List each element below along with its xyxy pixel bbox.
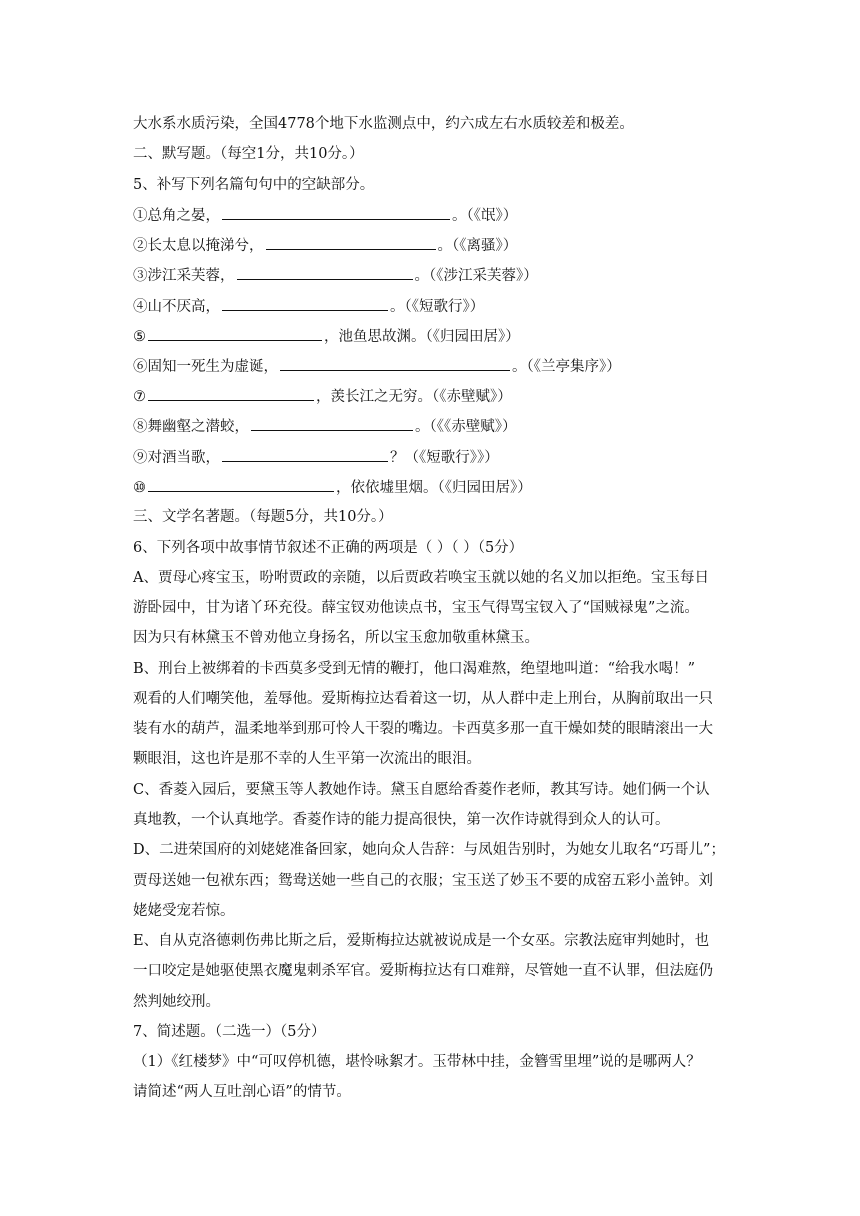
answer-blank[interactable]: [222, 205, 450, 220]
item-suffix: 。（《离骚》）: [437, 238, 518, 254]
item-prefix: ⑧舞幽壑之潜蛟，: [133, 419, 249, 435]
fill-blank-item: [133, 447, 820, 468]
item-prefix: ⑦: [133, 389, 146, 405]
section-heading: 二、默写题。（每空1分，共10分。）: [133, 146, 364, 162]
fill-blank-item: [133, 205, 820, 226]
fill-blank-item: [133, 235, 820, 256]
answer-blank[interactable]: [148, 326, 322, 341]
option-line: B、刑台上被绑着的卡西莫多受到无情的鞭打，他口渴难熬，绝望地叫道：“给我水喝！”: [133, 661, 695, 677]
answer-blank[interactable]: [280, 356, 510, 371]
item-suffix: 。（《短歌行》）: [390, 299, 485, 315]
answer-blank[interactable]: [222, 447, 388, 462]
fill-blank-item: [133, 356, 820, 377]
item-prefix: ①总角之晏，: [133, 208, 220, 224]
option-line: 装有水的葫芦，温柔地举到那可怜人干裂的嘴边。卡西莫多那一直干燥如焚的眼睛滚出一大: [133, 721, 713, 737]
option-line: 真地教，一个认真地学。香菱作诗的能力提高很快，第一次作诗就得到众人的认可。: [133, 812, 670, 828]
answer-blank[interactable]: [222, 296, 388, 311]
item-prefix: ⑨对酒当歌，: [133, 450, 220, 466]
item-prefix: ③涉江采芙蓉，: [133, 268, 235, 284]
option-line: C、香菱入园后，要黛玉等人教她作诗。黛玉自愿给香菱作老师，教其写诗。她们俩一个认: [133, 782, 710, 798]
fill-blank-item: [133, 326, 820, 347]
option-line: E、自从克洛德刺伤弗比斯之后，爱斯梅拉达就被说成是一个女巫。宗教法庭审判她时，也: [133, 933, 710, 949]
option-line: D、二进荣国府的刘姥姥准备回家，她向众人告辞：与凤姐告别时，为她女儿取名“巧哥儿”；: [133, 842, 725, 858]
item-suffix: 。（《《赤壁赋》）: [415, 419, 517, 435]
answer-blank[interactable]: [266, 235, 436, 250]
item-suffix: 。（《涉江采芙蓉》）: [414, 268, 538, 284]
fill-blank-item: [133, 386, 820, 407]
question-title: 7、简述题。（二选一）（5分）: [133, 1024, 326, 1040]
question-line: 请简述“两人互吐剖心语”的情节。: [133, 1084, 351, 1100]
fill-blank-item: [133, 477, 820, 498]
option-line: 观看的人们嘲笑他，羞辱他。爱斯梅拉达看着这一切，从人群中走上刑台，从胸前取出一只: [133, 691, 713, 707]
item-prefix: ⑩: [133, 480, 146, 496]
item-prefix: ④山不厌高，: [133, 299, 220, 315]
option-line: 一口咬定是她驱使黑衣魔鬼刺杀军官。爱斯梅拉达有口难辩，尽管她一直不认罪，但法庭仍: [133, 963, 713, 979]
question-line: （1）《红楼梦》中“可叹停机德，堪怜咏絮才。玉带林中挂，金簪雪里埋”说的是哪两人？: [133, 1054, 701, 1070]
option-line: 游卧园中，甘为诸丫环充役。薛宝钗劝他读点书，宝玉气得骂宝钗入了“国贼禄鬼”之流。: [133, 600, 699, 616]
question-title: 6、下列各项中故事情节叙述不正确的两项是（ ）（ ）（5分）: [133, 540, 524, 556]
option-line: 因为只有林黛玉不曾劝他立身扬名，所以宝玉愈加敬重林黛玉。: [133, 630, 539, 646]
answer-blank[interactable]: [148, 386, 314, 401]
option-line: 姥姥受宠若惊。: [133, 903, 235, 919]
item-suffix: ？（《短歌行》》）: [390, 450, 499, 466]
question-title: 5、补写下列名篇句句中的空缺部分。: [133, 177, 375, 193]
item-suffix: 。（《兰亭集序》）: [512, 359, 621, 375]
item-suffix: ，羡长江之无穷。（《赤壁赋》）: [316, 389, 512, 405]
fill-blank-item: [133, 265, 820, 286]
item-suffix: ，池鱼思故渊。（《归园田居》）: [324, 329, 520, 345]
paragraph-line: 大水系水质污染，全国4778个地下水监测点中，约六成左右水质较差和极差。: [133, 116, 634, 132]
item-prefix: ⑤: [133, 329, 146, 345]
option-line: 颗眼泪，这也许是那不幸的人生平第一次流出的眼泪。: [133, 751, 481, 767]
item-suffix: 。（《氓》）: [452, 208, 518, 224]
answer-blank[interactable]: [148, 477, 334, 492]
option-line: 贾母送她一包袱东西；鸳鸯送她一些自己的衣服；宝玉送了妙玉不要的成窑五彩小盖钟。刘: [133, 873, 713, 889]
option-line: 然判她绞刑。: [133, 994, 220, 1010]
item-prefix: ⑥固知一死生为虚诞，: [133, 359, 278, 375]
fill-blank-item: [133, 296, 820, 317]
item-prefix: ②长太息以掩涕兮，: [133, 238, 264, 254]
answer-blank[interactable]: [237, 265, 413, 280]
option-line: A、贾母心疼宝玉，吩咐贾政的亲随，以后贾政若唤宝玉就以她的名义加以拒绝。宝玉每日: [133, 570, 709, 586]
section-heading: 三、文学名著题。（每题5分，共10分。）: [133, 509, 393, 525]
answer-blank[interactable]: [251, 416, 413, 431]
item-suffix: ，依依墟里烟。（《归园田居》）: [336, 480, 532, 496]
fill-blank-item: [133, 416, 820, 437]
